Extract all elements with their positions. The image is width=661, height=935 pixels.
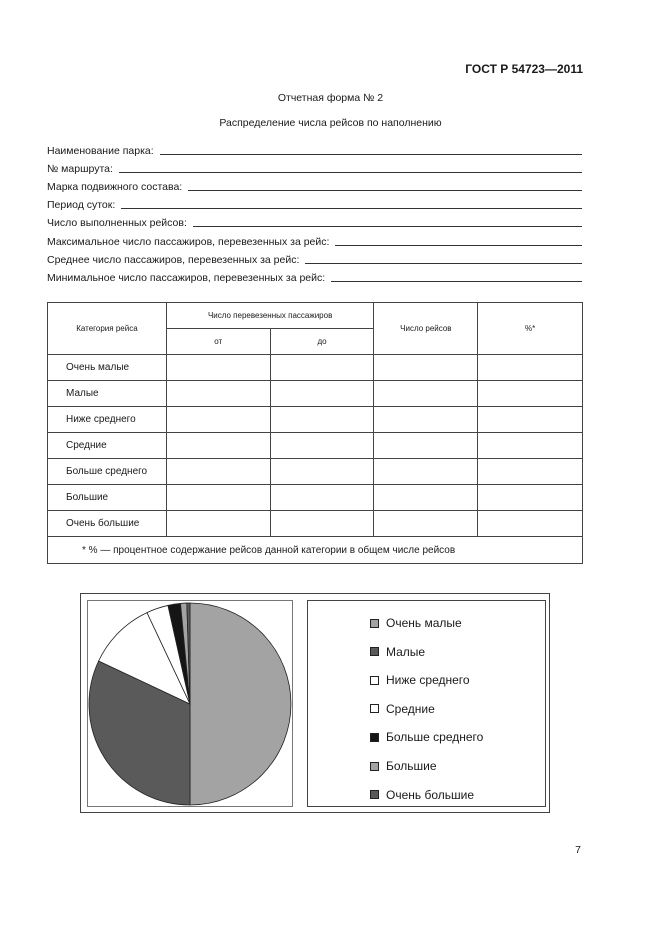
pie-svg bbox=[88, 601, 292, 806]
table-row bbox=[48, 355, 583, 381]
table-row bbox=[48, 485, 583, 511]
field-min-passengers bbox=[47, 270, 582, 284]
legend-label: Большие bbox=[386, 759, 437, 773]
cell-from bbox=[166, 485, 270, 511]
legend-label: Больше среднего bbox=[386, 730, 484, 745]
legend-label: Малые bbox=[386, 644, 426, 659]
legend-item bbox=[370, 616, 462, 630]
field-label: Наименование парка: bbox=[47, 145, 154, 157]
field-time-period bbox=[47, 197, 582, 211]
cell-trips bbox=[374, 511, 478, 537]
cell-to bbox=[270, 433, 374, 459]
table-row bbox=[48, 433, 583, 459]
cell-from bbox=[166, 511, 270, 537]
cell-to bbox=[270, 407, 374, 433]
legend-item bbox=[370, 645, 425, 659]
cell-to bbox=[270, 511, 374, 537]
cell-trips bbox=[374, 433, 478, 459]
row-category: Очень большие bbox=[48, 511, 167, 537]
table-row bbox=[48, 381, 583, 407]
pie-chart bbox=[80, 593, 550, 813]
cell-from bbox=[166, 433, 270, 459]
cell-from bbox=[166, 355, 270, 381]
field-route-number bbox=[47, 161, 582, 175]
legend-item bbox=[370, 702, 435, 716]
legend-swatch bbox=[370, 762, 379, 771]
page-number: 7 bbox=[575, 844, 581, 856]
header-category: Категория рейса bbox=[48, 303, 167, 355]
cell-percent bbox=[478, 485, 583, 511]
field-avg-passengers bbox=[47, 252, 582, 266]
legend-swatch bbox=[370, 790, 379, 799]
cell-trips bbox=[374, 485, 478, 511]
pie-slice-1 bbox=[190, 603, 291, 805]
field-label: Максимальное число пассажиров, перевезенных за рейс: bbox=[47, 236, 330, 248]
row-category: Очень малые bbox=[48, 355, 167, 381]
cell-trips bbox=[374, 381, 478, 407]
field-vehicle-model bbox=[47, 179, 582, 193]
cell-from bbox=[166, 381, 270, 407]
table-row bbox=[48, 407, 583, 433]
legend-label: Очень большие bbox=[386, 787, 475, 802]
cell-from bbox=[166, 407, 270, 433]
cell-trips bbox=[374, 407, 478, 433]
cell-to bbox=[270, 459, 374, 485]
legend-item bbox=[370, 759, 437, 773]
cell-trips bbox=[374, 459, 478, 485]
fill-line bbox=[188, 180, 582, 191]
field-max-passengers bbox=[47, 234, 582, 248]
form-subtitle: Распределение числа рейсов по наполнению bbox=[219, 117, 442, 129]
row-category: Больше среднего bbox=[48, 459, 167, 485]
legend-swatch bbox=[370, 676, 379, 685]
cell-percent bbox=[478, 381, 583, 407]
form-title: Отчетная форма № 2 bbox=[277, 92, 384, 104]
cell-percent bbox=[478, 459, 583, 485]
legend-item bbox=[370, 788, 474, 802]
plot-area bbox=[87, 600, 293, 807]
field-label: № маршрута: bbox=[47, 163, 113, 175]
field-label: Число выполненных рейсов: bbox=[47, 217, 187, 229]
cell-to bbox=[270, 381, 374, 407]
header-percent: %* bbox=[478, 303, 583, 355]
table-row bbox=[48, 459, 583, 485]
fill-line bbox=[121, 198, 582, 209]
legend-label: Очень малые bbox=[386, 616, 462, 630]
legend-label: Средние bbox=[386, 701, 435, 716]
header-from: от bbox=[166, 329, 270, 355]
fill-line bbox=[305, 253, 582, 264]
cell-to bbox=[270, 485, 374, 511]
cell-percent bbox=[478, 433, 583, 459]
legend-item bbox=[370, 730, 483, 744]
cell-percent bbox=[478, 511, 583, 537]
standard-number: ГОСТ Р 54723—2011 bbox=[465, 62, 583, 76]
cell-trips bbox=[374, 355, 478, 381]
fill-line bbox=[160, 144, 582, 155]
legend-label: Ниже среднего bbox=[386, 673, 470, 688]
field-label: Минимальное число пассажиров, перевезенных за рейс: bbox=[47, 272, 326, 284]
legend-swatch bbox=[370, 647, 379, 656]
legend-swatch bbox=[370, 704, 379, 713]
row-category: Большие bbox=[48, 485, 167, 511]
fill-line bbox=[193, 216, 582, 227]
cell-to bbox=[270, 355, 374, 381]
table-row bbox=[48, 511, 583, 537]
distribution-table bbox=[47, 302, 583, 564]
row-category: Ниже среднего bbox=[48, 407, 167, 433]
cell-percent bbox=[478, 355, 583, 381]
table-footnote: * % — процентное содержание рейсов данной категории в общем числе рейсов bbox=[48, 537, 583, 564]
header-trips: Число рейсов bbox=[374, 303, 478, 355]
field-label: Период суток: bbox=[47, 199, 116, 211]
fill-line bbox=[331, 271, 582, 282]
legend-swatch bbox=[370, 619, 379, 628]
legend-swatch bbox=[370, 733, 379, 742]
field-label: Среднее число пассажиров, перевезенных за рейс: bbox=[47, 254, 300, 266]
fill-line bbox=[335, 235, 582, 246]
header-to: до bbox=[270, 329, 374, 355]
cell-from bbox=[166, 459, 270, 485]
field-trips-completed bbox=[47, 215, 582, 229]
cell-percent bbox=[478, 407, 583, 433]
field-park-name bbox=[47, 143, 582, 157]
header-passengers: Число перевезенных пассажиров bbox=[166, 303, 374, 329]
field-label: Марка подвижного состава: bbox=[47, 181, 183, 193]
row-category: Средние bbox=[48, 433, 167, 459]
chart-legend bbox=[307, 600, 546, 807]
row-category: Малые bbox=[48, 381, 167, 407]
legend-item bbox=[370, 673, 470, 687]
fill-line bbox=[119, 162, 582, 173]
